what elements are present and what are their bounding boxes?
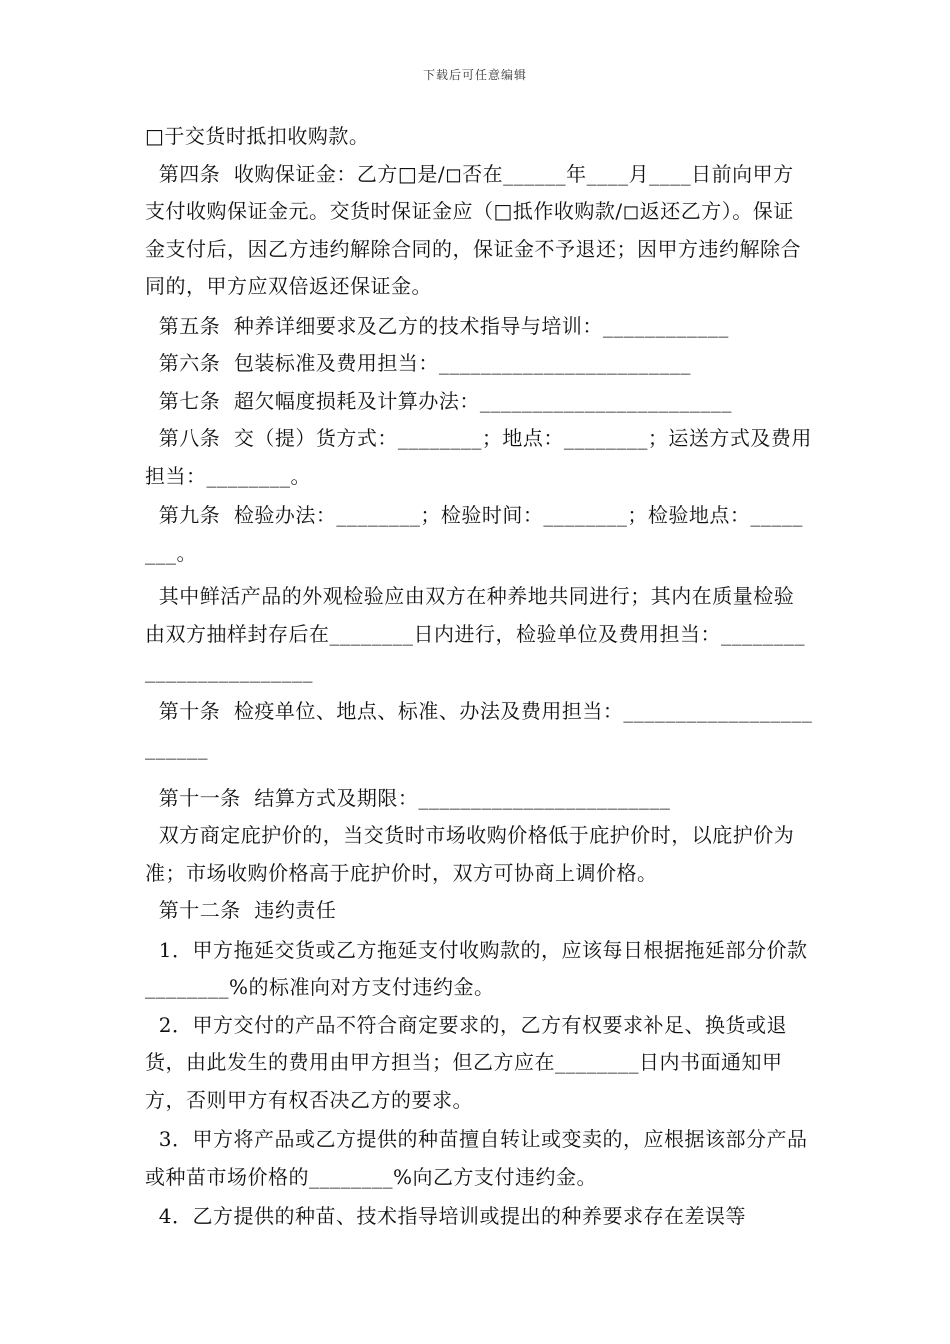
- paragraph-article-4-deposit: 第四条 收购保证金：乙方□是/◻否在______年____月____日前向甲方支付收购保证金元。交货时保证金应（□抵作收购款/◻返还乙方）。保证金支付后，因乙方违约解除合同的，保证金不予退还；因甲方违约解除合同的，甲方应双倍返还保证金。: [145, 161, 801, 298]
- page-header: 下载后可任意编辑: [422, 68, 527, 82]
- paragraph-liability-4: 4．乙方提供的种苗、技术指导培训或提出的种养要求存在差误等: [145, 1204, 746, 1228]
- paragraph-article-12-title: 第十二条 违约责任: [145, 898, 337, 922]
- paragraph-protection-price: 双方商定庇护价的，当交货时市场收购价格低于庇护价时，以庇护价为准；市场收购价格高于庇护价时，双方可协商上调价格。: [145, 823, 795, 885]
- document-body: [145, 118, 813, 1236]
- paragraph-article-9-inspection: 第九条 检验办法：________；检验时间：________；检验地点：________。: [145, 503, 803, 565]
- paragraph-article-8-delivery: 第八条 交（提）货方式：________；地点：________；运送方式及费用担当：________。: [145, 426, 812, 488]
- paragraph-article-11-settlement: 第十一条 结算方式及期限：________________________: [145, 785, 671, 810]
- paragraph-article-5-training: 第五条 种养详细要求及乙方的技术指导与培训：____________: [145, 313, 729, 338]
- paragraph-delivery-deduction: □于交货时抵扣收购款。: [145, 124, 370, 148]
- paragraph-liability-1: 1．甲方拖延交货或乙方拖延支付收购款的，应该每日根据拖延部分价款________%的标准向对方支付违约金。: [145, 937, 808, 999]
- paragraph-liability-3: 3．甲方将产品或乙方提供的种苗擅自转让或变卖的，应根据该部分产品或种苗市场价格的________%向乙方支付违约金。: [145, 1127, 808, 1189]
- paragraph-article-6-packaging: 第六条 包装标准及费用担当：________________________: [145, 351, 691, 375]
- paragraph-liability-2: 2．甲方交付的产品不符合商定要求的，乙方有权要求补足、换货或退货，由此发生的费用由甲方担当；但乙方应在________日内书面通知甲方，否则甲方有权否决乙方的要求。: [145, 1012, 787, 1112]
- paragraph-article-7-loss: 第七条 超欠幅度损耗及计算办法：________________________: [145, 388, 732, 413]
- paragraph-quality-inspection: 其中鲜活产品的外观检验应由双方在种养地共同进行；其内在质量检验由双方抽样封存后在________日内进行，检验单位及费用担当：________________________: [145, 584, 805, 683]
- paragraph-article-10-quarantine: 第十条 检疫单位、地点、标准、办法及费用担当：________________________: [145, 698, 813, 760]
